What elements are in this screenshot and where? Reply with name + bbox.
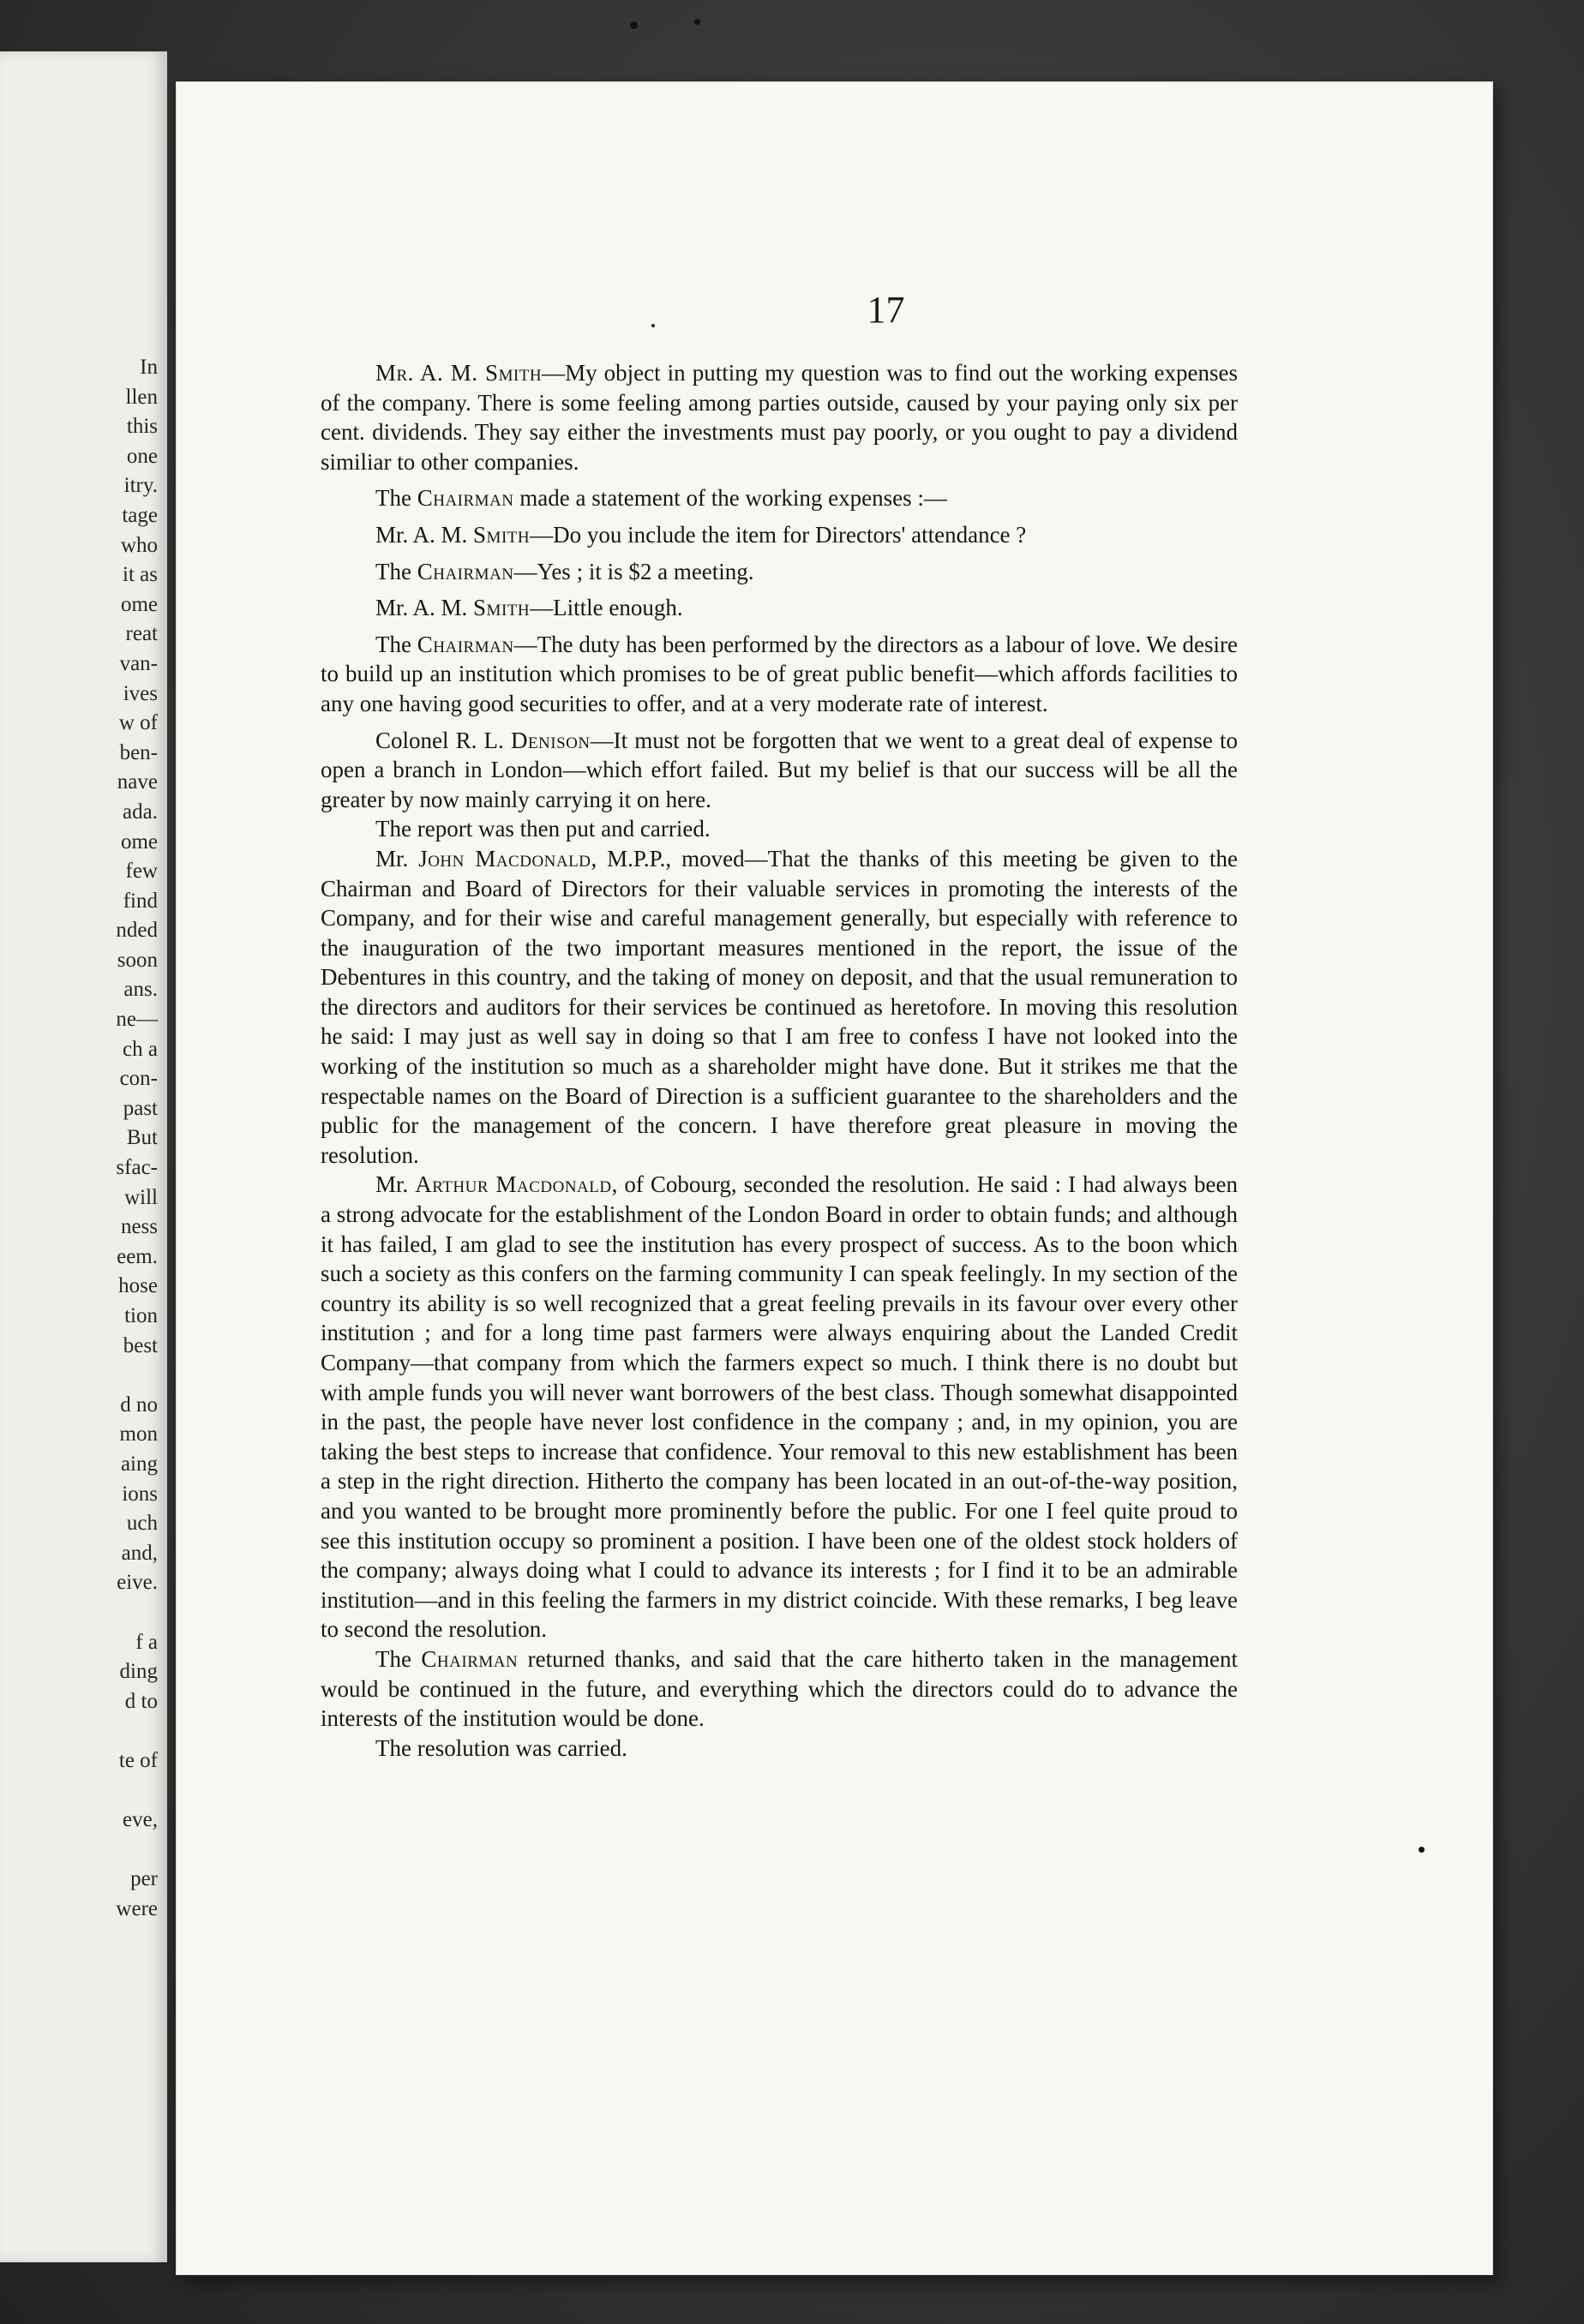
- speaker-name: John Macdonald: [418, 845, 591, 872]
- speaker-name: Smith: [473, 521, 531, 548]
- paragraph-chairman-yes: The Chairman—Yes ; it is $2 a meeting.: [375, 558, 754, 584]
- paragraph-john-macdonald: Mr. John Macdonald, M.P.P., moved—That the thanks of this meeting be given to the Chairman and Board of Directors for their valuable services in promoting the interests of the Company, and for their wise and careful management generally, but especially with reference to the inauguration of the two important measures mentioned in the report, the issue of the Debentures in this country, and the taking of money on deposit, and that the usual remuneration to the directors and auditors for their services be continued as heretofore. In moving this resolution he said: I may just as well say in doing so that I am free to confess I have not looked into the working of the institution so much as a shareholder might have done. But it strikes me that the respectable names on the Board of Direction is a sufficient guarantee to the shareholders and the public for the management of the concern. I have therefore great pleasure in moving the resolution.: [321, 845, 1238, 1168]
- scan-speck: [651, 324, 655, 327]
- speaker-name: Denison: [510, 727, 591, 753]
- scan-speck: [630, 21, 638, 29]
- scan-speck: [694, 19, 700, 25]
- left-page-text-fragments: In llen this one itry. tage who it as ome reat van- ives w of ben- nave ada. ome few find nded soon ans. ne— ch a con- past But sfac- will ness eem. hose tion best d no mon aing ions uch and, eive. f a ding d to te of eve, per were: [116, 356, 158, 1920]
- body-text: [321, 358, 1238, 1763]
- scan-speck: [1419, 1847, 1425, 1853]
- document-page: [176, 81, 1493, 2275]
- speaker-name: Chairman: [421, 1645, 519, 1672]
- speaker-name: Mr. A. M. Smith: [375, 360, 543, 386]
- paragraph-report-carried: The report was then put and carried.: [375, 816, 711, 842]
- speaker-name: Chairman: [417, 631, 514, 657]
- speaker-name: Smith: [473, 595, 531, 621]
- page-number: 17: [867, 289, 905, 331]
- paragraph-resolution-carried: The resolution was carried.: [375, 1734, 627, 1761]
- left-page-edge: [0, 51, 167, 2262]
- paragraph-chairman-statement: The Chairman made a statement of the working expenses :—: [375, 485, 947, 512]
- speaker-name: Arthur Macdonald: [415, 1171, 612, 1198]
- paragraph-arthur-macdonald: Mr. Arthur Macdonald, of Cobourg, seconded the resolution. He said : I had always been a strong advocate for the establishment of the London Board in order to obtain funds; and although it has failed, I am glad to see the institution has every prospect of success. As to the boon which such a society as this confers on the farming community I can speak feelingly. In my section of the country its ability is so well recognized that a great feeling prevails in its favour over every other institution ; and for a long time past farmers were always enquiring about the Landed Credit Company—that company from which the farmers expect so much. I think there is no doubt but with ample funds you will never want borrowers of the best class. Though somewhat disappointed in the past, the people have never lost confidence in the company ; and, in my opinion, you are taking the best steps to increase that confidence. Your removal to this new establishment has been a step in the right direction. Hitherto the company has been located in an out-of-the-way position, and you wanted to be brought more prominently before the public. For one I feel quite proud to see this institution occupy so prominent a position. I have been one of the oldest stock holders of the company; always doing what I could to advance its interests ; for I find it to be an admirable institution—and in this feeling the farmers in my district coincide. With these remarks, I beg leave to second the resolution.: [321, 1171, 1238, 1643]
- paragraph-smith-directors: Mr. A. M. Smith—Do you include the item for Directors' attendance ?: [375, 521, 1027, 548]
- paragraph-chairman-thanks: The Chairman returned thanks, and said that the care hitherto taken in the management would be continued in the future, and everything which the directors could do to advance the interests of the institution would be done.: [321, 1645, 1238, 1732]
- paragraph-smith-question: Mr. A. M. Smith—My object in putting my question was to find out the working expenses of the company. There is some feeling among parties outside, caused by your paying only six per cent. dividends. They say either the investments must pay poorly, or you ought to pay a dividend similiar to other companies.: [321, 360, 1238, 475]
- paragraph-denison: Colonel R. L. Denison—It must not be forgotten that we went to a great deal of expense to open a branch in London—which effort failed. But my belief is that our success will be all the greater by now mainly carrying it on here.: [321, 727, 1238, 812]
- speaker-name: Chairman: [417, 558, 514, 584]
- speaker-name: Chairman: [417, 485, 514, 512]
- paragraph-smith-little: Mr. A. M. Smith—Little enough.: [375, 595, 683, 621]
- paragraph-chairman-duty: The Chairman—The duty has been performed by the directors as a labour of love. We desire to build up an institution which promises to be of great public benefit—which affords facilities to any one having good securities to offer, and at a very moderate rate of interest.: [321, 631, 1238, 716]
